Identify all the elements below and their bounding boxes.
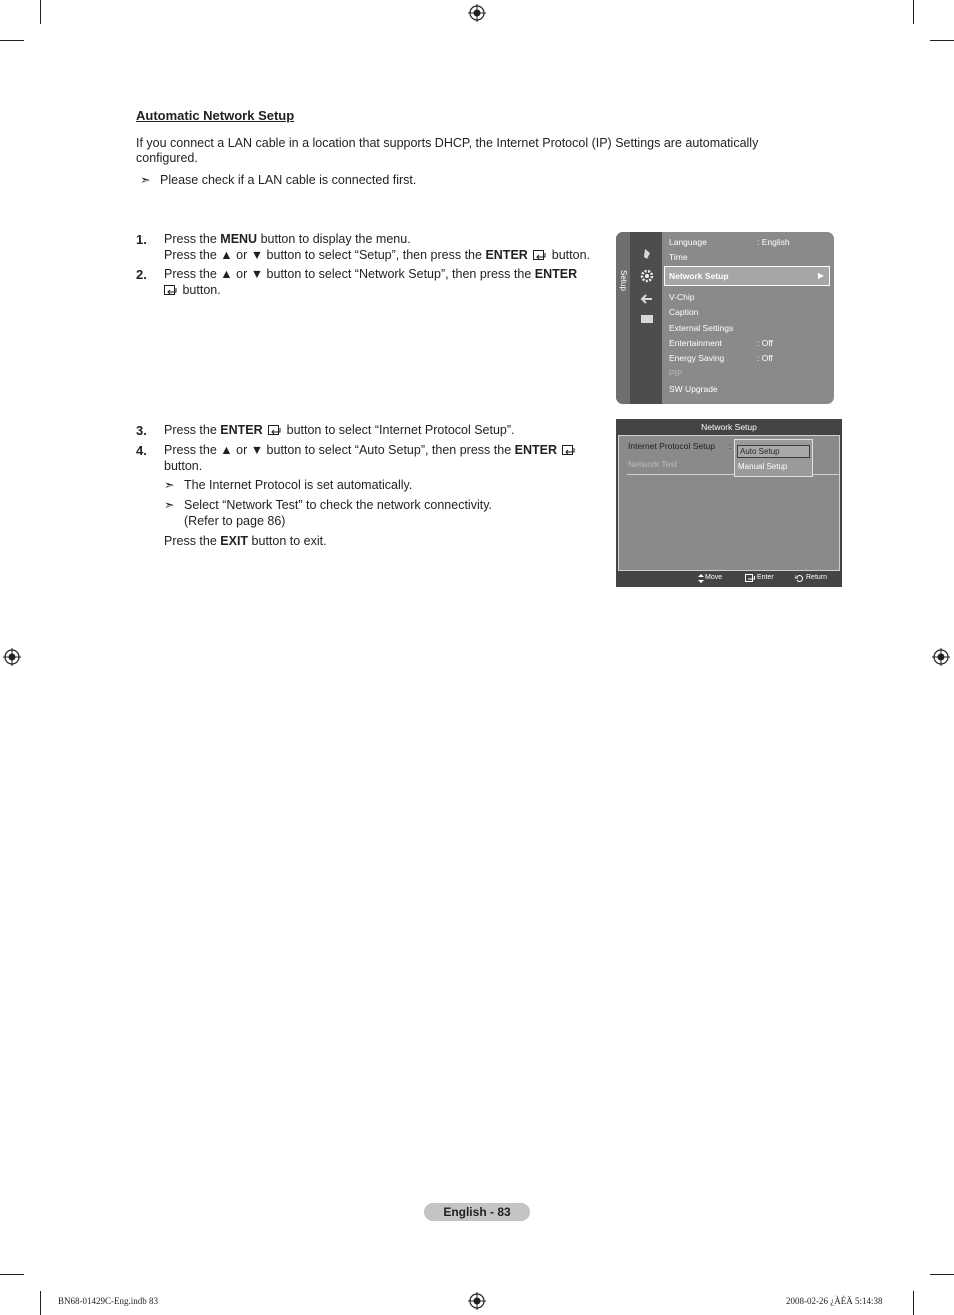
enter-icon (562, 445, 575, 456)
registration-mark-icon (3, 648, 21, 666)
menu-item-label: Network Setup (669, 271, 729, 281)
note-text: Please check if a LAN cable is connected first. (160, 173, 417, 187)
menu-item-entertainment[interactable]: Entertainment (669, 338, 722, 348)
step-text: button. (548, 247, 590, 262)
menu-item-sw-upgrade[interactable]: SW Upgrade (669, 384, 718, 394)
crop-mark (913, 0, 914, 24)
screen-title: Network Setup (701, 422, 757, 432)
crop-mark (913, 1291, 914, 1315)
intro-paragraph: If you connect a LAN cable in a location that supports DHCP, the Internet Protocol (IP) Settings are automatically configured. (136, 136, 759, 165)
print-footer-timestamp: 2008-02-26 ¿ÀÈÄ 5:14:38 (786, 1296, 883, 1306)
option-label: Auto Setup (740, 447, 780, 456)
menu-item-time[interactable]: Time (669, 252, 688, 262)
row-internet-protocol-setup[interactable]: Internet Protocol Setup (628, 441, 715, 451)
move-arrows-icon (698, 574, 704, 583)
enter-key-label: ENTER (485, 247, 528, 262)
ip-setup-dropdown (734, 439, 813, 477)
menu-item-pip: PIP (669, 368, 683, 378)
note-arrow-icon: ➣ (140, 173, 151, 187)
step-number: 2. (136, 267, 147, 282)
menu-item-language[interactable]: Language (669, 237, 707, 247)
crop-mark (930, 1274, 954, 1275)
step-text: button. (164, 458, 203, 473)
footer-enter-label: Enter (757, 574, 774, 581)
step-text: Press the (164, 232, 221, 246)
step-text: button to select “Internet Protocol Setup”. (283, 423, 515, 437)
menu-item-network-setup[interactable] (664, 266, 830, 286)
step-number: 4. (136, 443, 147, 458)
menu-item-value: : Off (757, 353, 773, 363)
footer-move-label: Move (705, 574, 723, 581)
crop-mark (0, 40, 24, 41)
menu-key-label: MENU (220, 232, 258, 246)
step-text: Press the ▲ or ▼ button to select “Auto Setup”, then press the (164, 443, 515, 457)
registration-mark-icon (468, 4, 486, 22)
sub-note (164, 498, 492, 529)
exit-instruction (164, 534, 327, 550)
crop-mark (40, 0, 41, 24)
sub-note-text: The Internet Protocol is set automatically. (184, 478, 413, 492)
setup-side-label: Setup (619, 270, 628, 291)
menu-item-value: : English (757, 237, 790, 247)
step-text: button. (179, 282, 221, 297)
step-number: 3. (136, 423, 147, 438)
picture-icon (640, 247, 654, 261)
footer-return-label: Return (806, 574, 828, 581)
menu-item-energy-saving[interactable]: Energy Saving (669, 353, 725, 363)
enter-key-label: ENTER (514, 443, 557, 457)
registration-mark-icon (932, 648, 950, 666)
exit-key-label: EXIT (220, 534, 249, 548)
step-number: 1. (136, 232, 147, 247)
crop-mark (930, 40, 954, 41)
input-icon (640, 292, 654, 306)
application-icon (640, 312, 654, 326)
step-text: Press the ▲ or ▼ button to select “Setup”, then press the (164, 247, 486, 262)
section-heading: Automatic Network Setup (136, 108, 295, 123)
return-icon (795, 574, 804, 583)
sub-note (164, 478, 412, 494)
crop-mark (40, 1291, 41, 1315)
enter-icon (533, 250, 546, 261)
menu-item-vchip[interactable]: V-Chip (669, 292, 695, 302)
step-text: button to display the menu. (257, 232, 411, 246)
menu-item-value: : Off (757, 338, 773, 348)
enter-icon (745, 574, 755, 582)
enter-key-label: ENTER (220, 423, 263, 437)
note (140, 172, 416, 187)
option-manual-setup[interactable]: Manual Setup (738, 462, 788, 471)
page-number-label: English - 83 (424, 1203, 530, 1221)
note-arrow-icon: ➣ (164, 478, 175, 492)
note-arrow-icon: ➣ (164, 498, 175, 512)
enter-icon (268, 425, 281, 436)
step-text: Press the ▲ or ▼ button to select “Network Setup”, then press the (164, 267, 535, 281)
step-text: button to exit. (248, 534, 327, 548)
enter-icon (164, 285, 177, 296)
menu-item-external-settings[interactable]: External Settings (669, 323, 734, 333)
sub-note-text: (Refer to page 86) (184, 513, 286, 528)
option-auto-setup[interactable] (737, 445, 810, 458)
setup-gear-icon (640, 269, 654, 283)
submenu-arrow-icon: ▶ (817, 271, 824, 280)
print-footer-file: BN68-01429C-Eng.indb 83 (58, 1296, 158, 1306)
row-network-test[interactable]: Network Test (628, 459, 677, 469)
crop-mark (0, 1274, 24, 1275)
row-separator-colon: : (729, 441, 732, 451)
network-setup-panel (618, 435, 840, 571)
enter-key-label: ENTER (534, 267, 578, 281)
registration-mark-icon (468, 1292, 486, 1310)
step-text: Press the (164, 423, 221, 437)
setup-menu-screen (616, 232, 834, 404)
network-setup-screen (616, 419, 842, 587)
menu-item-caption[interactable]: Caption (669, 307, 699, 317)
step-text: Press the (164, 534, 221, 548)
sub-note-text: Select “Network Test” to check the network connectivity. (184, 498, 492, 512)
